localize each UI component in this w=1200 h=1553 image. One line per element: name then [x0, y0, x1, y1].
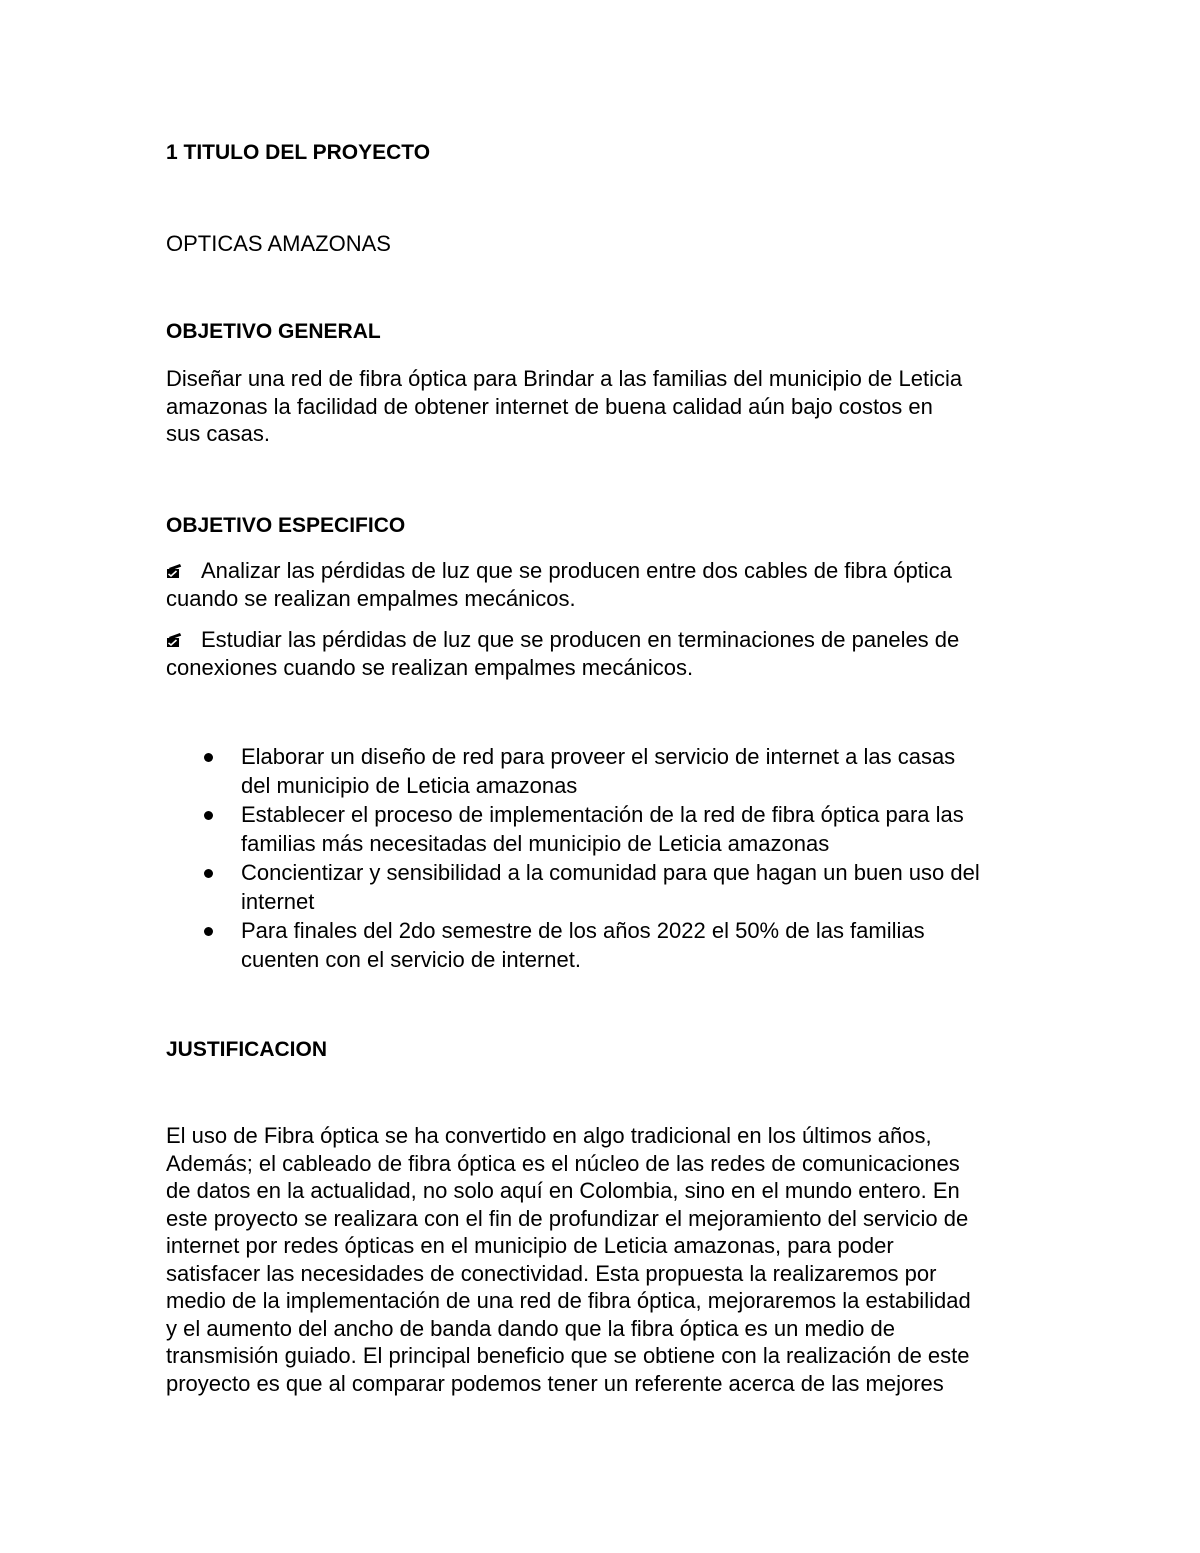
justification-paragraph — [166, 1122, 971, 1397]
paragraph-line: este proyecto se realizara con el fin de profundizar el mejoramiento del servicio de — [166, 1205, 969, 1231]
list-item — [166, 800, 1036, 858]
paragraph-line: sus casas. — [166, 421, 270, 446]
list-item — [166, 916, 1036, 974]
marked-item — [166, 557, 952, 612]
document-page — [166, 0, 1036, 1553]
paragraph-line: amazonas la facilidad de obtener internet de buena calidad aún bajo costos en — [166, 393, 933, 419]
bullet-icon — [204, 811, 213, 820]
paragraph-line: medio de la implementación de una red de fibra óptica, mejoraremos la estabilidad — [166, 1288, 971, 1313]
paragraph-line: El uso de Fibra óptica se ha convertido en algo tradicional en los últimos años, — [166, 1123, 932, 1148]
list-item-line: Para finales del 2do semestre de los años 2022 el 50% de las familias — [241, 918, 925, 943]
paragraph-line: transmisión guiado. El principal beneficio que se obtiene con la realización de este — [166, 1343, 970, 1368]
marked-item — [166, 626, 959, 681]
paragraph-line: de datos en la actualidad, no solo aquí en Colombia, sino en el mundo entero. En — [166, 1178, 960, 1203]
paragraph-line: Además; el cableado de fibra óptica es el núcleo de las redes de comunicaciones — [166, 1150, 960, 1176]
paragraph-line: satisfacer las necesidades de conectividad. Esta propuesta la realizaremos por — [166, 1260, 937, 1286]
marked-item-line: conexiones cuando se realizan empalmes mecánicos. — [166, 654, 694, 680]
check-box-icon — [166, 563, 183, 579]
paragraph-line: proyecto es que al comparar podemos tener un referente acerca de las mejores — [166, 1370, 944, 1396]
general-objective-paragraph — [166, 365, 962, 448]
paragraph-line: Diseñar una red de fibra óptica para Brindar a las familias del municipio de Leticia — [166, 366, 963, 391]
general-objective-heading: OBJETIVO GENERAL — [166, 320, 381, 343]
specific-objective-heading: OBJETIVO ESPECIFICO — [166, 514, 406, 537]
marked-item-first-line — [166, 626, 959, 654]
list-item-line: internet — [241, 889, 315, 914]
justification-heading: JUSTIFICACION — [166, 1038, 328, 1061]
marked-item-text: Estudiar las pérdidas de luz que se producen en terminaciones de paneles de — [201, 627, 960, 652]
list-item-line: Concientizar y sensibilidad a la comunidad para que hagan un buen uso del — [241, 860, 980, 885]
list-item-line: familias más necesitadas del municipio de Leticia amazonas — [241, 831, 830, 856]
bullet-icon — [204, 869, 213, 878]
project-title-heading: 1 TITULO DEL PROYECTO — [166, 141, 431, 164]
marked-item-text: Analizar las pérdidas de luz que se producen entre dos cables de fibra óptica — [201, 558, 952, 583]
check-box-icon — [166, 632, 183, 648]
paragraph-line: internet por redes ópticas en el municipio de Leticia amazonas, para poder — [166, 1233, 894, 1258]
list-item-line: cuenten con el servicio de internet. — [241, 947, 581, 972]
marked-item-first-line — [166, 557, 952, 585]
list-item — [166, 858, 1036, 916]
bullet-icon — [204, 753, 213, 762]
bullet-icon — [204, 927, 213, 936]
list-item-line: Elaborar un diseño de red para proveer el servicio de internet a las casas — [241, 744, 956, 769]
marked-item-line: cuando se realizan empalmes mecánicos. — [166, 585, 576, 611]
list-item-line: del municipio de Leticia amazonas — [241, 773, 578, 798]
paragraph-line: y el aumento del ancho de banda dando que la fibra óptica es un medio de — [166, 1315, 895, 1341]
list-item-line: Establecer el proceso de implementación de la red de fibra óptica para las — [241, 802, 964, 827]
list-item — [166, 742, 1036, 800]
objectives-bullet-list — [166, 742, 1036, 974]
project-name: OPTICAS AMAZONAS — [166, 231, 391, 256]
